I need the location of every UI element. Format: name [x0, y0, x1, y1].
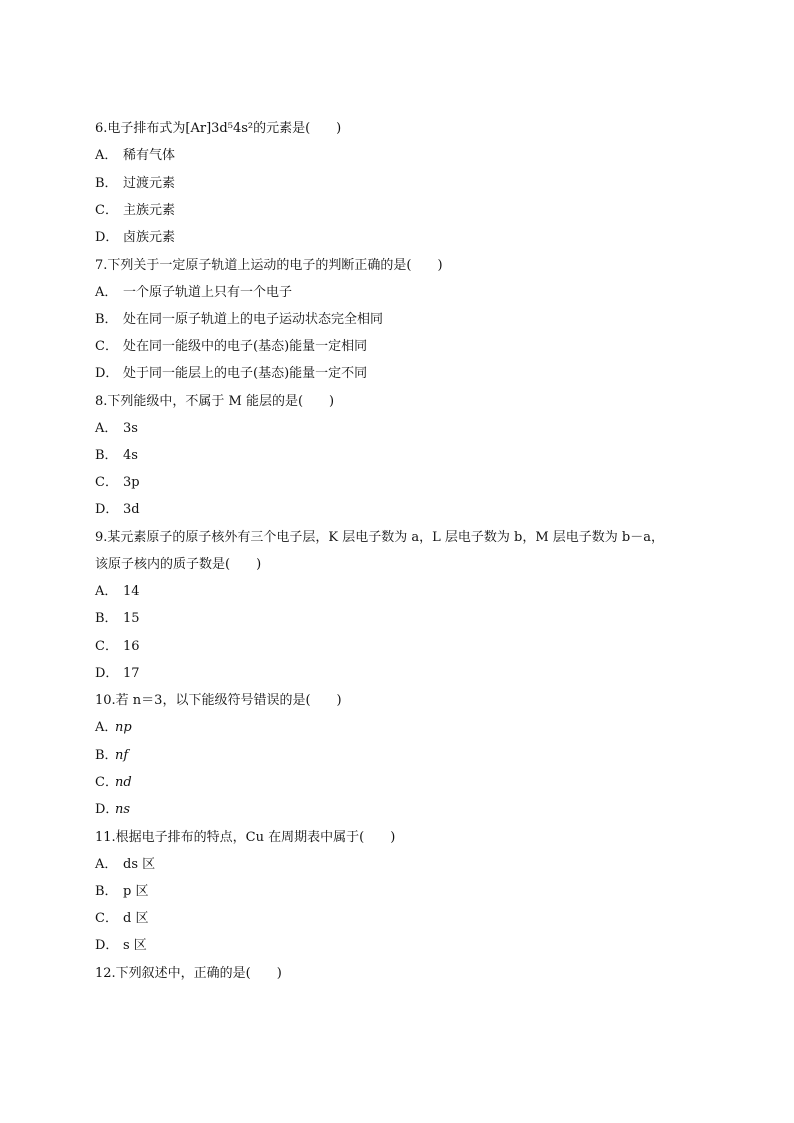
option-letter: B． [95, 176, 118, 191]
option-letter: B． [95, 884, 118, 899]
question-10-option-b [95, 746, 704, 766]
question-6-stem: 6.电子排布式为[Ar]3d⁵4s²的元素是( ) [95, 121, 342, 136]
option-text: p 区 [123, 884, 149, 899]
question-6-option-a [95, 146, 704, 166]
option-text: ns [115, 802, 131, 817]
question-9-option-b [95, 609, 704, 629]
option-text: 主族元素 [123, 203, 176, 218]
option-letter: A． [95, 285, 118, 300]
option-text: nf [115, 748, 129, 763]
option-letter: B． [95, 611, 118, 626]
option-text: s 区 [123, 938, 147, 953]
question-7-stem: 7.下列关于一定原子轨道上运动的电子的判断正确的是( ) [95, 258, 443, 273]
option-text: 3s [123, 421, 138, 436]
option-letter: D． [95, 666, 119, 681]
option-letter: B． [95, 312, 118, 327]
option-letter: C． [95, 911, 118, 926]
question-11-option-b [95, 882, 704, 902]
question-10-stem: 10.若 n＝3，以下能级符号错误的是( ) [95, 693, 342, 708]
question-10-option-c [95, 773, 704, 793]
option-text: 处在同一原子轨道上的电子运动状态完全相同 [123, 312, 384, 327]
question-9-option-c [95, 637, 704, 657]
question-9-option-d [95, 664, 704, 684]
question-8-option-b [95, 446, 704, 466]
question-7-option-b [95, 310, 704, 330]
option-text: np [115, 720, 132, 735]
option-letter: B． [95, 448, 118, 463]
option-letter: D． [95, 502, 119, 517]
question-11-stem: 11.根据电子排布的特点，Cu 在周期表中属于( ) [95, 830, 396, 845]
question-8-option-c [95, 473, 704, 493]
question-9-option-a [95, 582, 704, 602]
option-text: d 区 [123, 911, 149, 926]
question-7-option-a [95, 283, 704, 303]
option-letter: D． [95, 230, 119, 245]
option-text: 15 [123, 611, 140, 626]
option-text: 4s [123, 448, 138, 463]
question-11-option-c [95, 909, 704, 929]
option-letter: A． [95, 720, 118, 735]
question-6-option-b [95, 174, 704, 194]
option-text: ds 区 [123, 857, 156, 872]
question-10-option-a [95, 718, 704, 738]
question-11-option-d [95, 936, 704, 956]
question-7-option-d [95, 364, 704, 384]
option-text: 3p [123, 475, 140, 490]
question-8-option-a [95, 419, 704, 439]
option-letter: B． [95, 748, 118, 763]
option-text: 处于同一能层上的电子(基态)能量一定不同 [123, 366, 368, 381]
option-letter: C． [95, 475, 118, 490]
question-8-stem: 8.下列能级中，不属于 M 能层的是( ) [95, 394, 335, 409]
option-text: 过渡元素 [123, 176, 176, 191]
question-8-option-d [95, 500, 704, 520]
option-text: 17 [123, 666, 140, 681]
option-text: nd [115, 775, 132, 790]
question-12-stem: 12.下列叙述中，正确的是( ) [95, 966, 282, 981]
option-letter: D． [95, 366, 119, 381]
option-text: 一个原子轨道上只有一个电子 [123, 285, 293, 300]
option-letter: A． [95, 857, 118, 872]
option-letter: D． [95, 938, 119, 953]
option-letter: A． [95, 584, 118, 599]
question-9-stem-line-2: 该原子核内的质子数是( ) [95, 557, 262, 572]
option-text: 16 [123, 639, 140, 654]
question-7-option-c [95, 337, 704, 357]
question-9-stem-line-1: 9.某元素原子的原子核外有三个电子层，K 层电子数为 a，L 层电子数为 b，M 层电子数为 b－a， [95, 530, 664, 545]
option-letter: A． [95, 421, 118, 436]
option-letter: C． [95, 639, 118, 654]
question-11-option-a [95, 855, 704, 875]
option-letter: A． [95, 148, 118, 163]
option-text: 3d [123, 502, 140, 517]
question-10-option-d [95, 800, 704, 820]
option-text: 稀有气体 [123, 148, 176, 163]
option-letter: C． [95, 775, 118, 790]
question-6-option-d [95, 228, 704, 248]
question-6-option-c [95, 201, 704, 221]
option-text: 14 [123, 584, 140, 599]
option-text: 卤族元素 [123, 230, 176, 245]
option-letter: C． [95, 203, 118, 218]
option-letter: C． [95, 339, 118, 354]
option-letter: D． [95, 802, 119, 817]
option-text: 处在同一能级中的电子(基态)能量一定相同 [123, 339, 368, 354]
